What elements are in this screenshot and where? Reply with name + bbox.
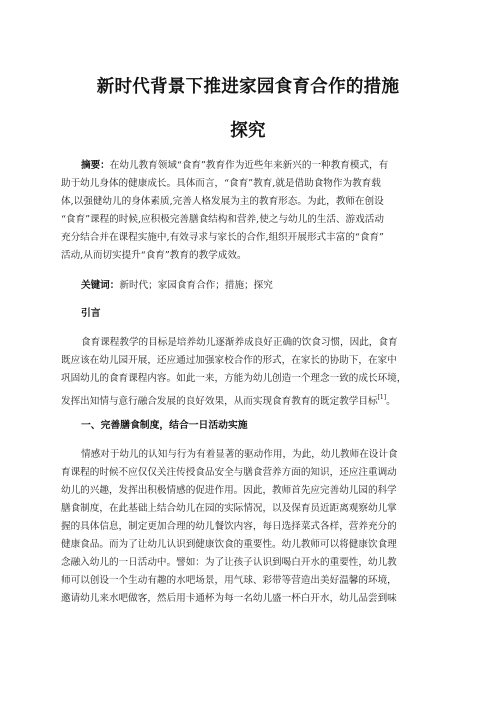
intro-heading: 引言	[81, 308, 101, 319]
section1-line: 情感对于幼儿的认知与行为有着显著的驱动作用，为此，幼儿教师在设计食	[81, 449, 398, 460]
abstract-label: 摘要：	[81, 160, 110, 171]
section1-line: 育课程的时候不应仅仅关注传授食品安全与膳食营养方面的知识，还应注重调动	[61, 467, 397, 478]
paper-title-line1: 新时代背景下推进家园食育合作的措施	[96, 77, 400, 97]
intro-end: 。	[386, 396, 396, 407]
section1-line: 幼儿的兴趣，发挥出积极情感的促进作用。因此，教师首先应完善幼儿园的科学	[61, 485, 397, 496]
keywords-line	[81, 280, 273, 292]
paper-title-line2: 探究	[230, 121, 266, 141]
section1-heading: 一、完善膳食制度，结合一日活动实施	[81, 420, 248, 431]
keywords-label: 关键词：	[81, 280, 120, 291]
abstract-line: 助于幼儿身体的健康成长。具体而言，“食育”教育,就是借助食物作为教育载	[61, 178, 381, 189]
section1-line: 膳食制度，在此基础上结合幼儿在园的实际情况，以及保育员近距离观察幼儿掌	[61, 503, 397, 514]
abstract-text: 在幼儿教育领域“食育”教育作为近些年来新兴的一种教育模式，有	[109, 160, 389, 171]
abstract-line: 充分结合并在课程实施中,有效寻求与家长的合作,组织开展形式丰富的“食育”	[61, 232, 384, 243]
abstract-line	[81, 160, 388, 172]
abstract-line: 活动,从而切实提升“食育”教育的教学成效。	[61, 250, 247, 261]
intro-line-last	[61, 392, 396, 408]
intro-line: 食育课程教学的目标是培养幼儿逐渐养成良好正确的饮食习惯，因此，食育	[81, 337, 398, 348]
section1-line: 健康食品。而为了让幼儿认识到健康饮食的重要性。幼儿教师可以将健康饮食理	[61, 539, 397, 550]
section1-line: 念融入幼儿的一日活动中。譬如：为了让孩子认识到喝白开水的重要性，幼儿教	[61, 557, 397, 568]
intro-line: 既应该在幼儿园开展，还应通过加强家校合作的形式，在家长的协助下，在家中	[61, 355, 397, 366]
abstract-line: 体,以强健幼儿的身体素质,完善人格发展为主的教育形态。为此，教师在创设	[61, 196, 384, 207]
intro-line: 巩固幼儿的食育课程内容。如此一来，方能为幼儿创造一个理念一致的成长环境，	[61, 373, 407, 384]
intro-text: 发挥出知情与意行融合发展的良好效果，从而实现食育教育的既定教学目标	[61, 396, 378, 407]
abstract-line: “食育”课程的时候,应积极完善膳食结构和营养,使之与幼儿的生活、游戏活动	[61, 214, 384, 225]
keywords-text: 新时代；家园食育合作；措施；探究	[119, 280, 273, 291]
section1-line: 握的具体信息，制定更加合理的幼儿餐饮内容，每日选择菜式各样，营养充分的	[61, 521, 397, 532]
section1-line: 邀请幼儿来水吧做客，然后用卡通杯为每一名幼儿盛一杯白开水，幼儿品尝到味	[61, 593, 397, 604]
section1-line: 师可以创设一个生动有趣的水吧场景，用气球、彩带等营造出美好温馨的环境，	[61, 575, 397, 586]
citation-ref: [1]	[377, 394, 387, 401]
